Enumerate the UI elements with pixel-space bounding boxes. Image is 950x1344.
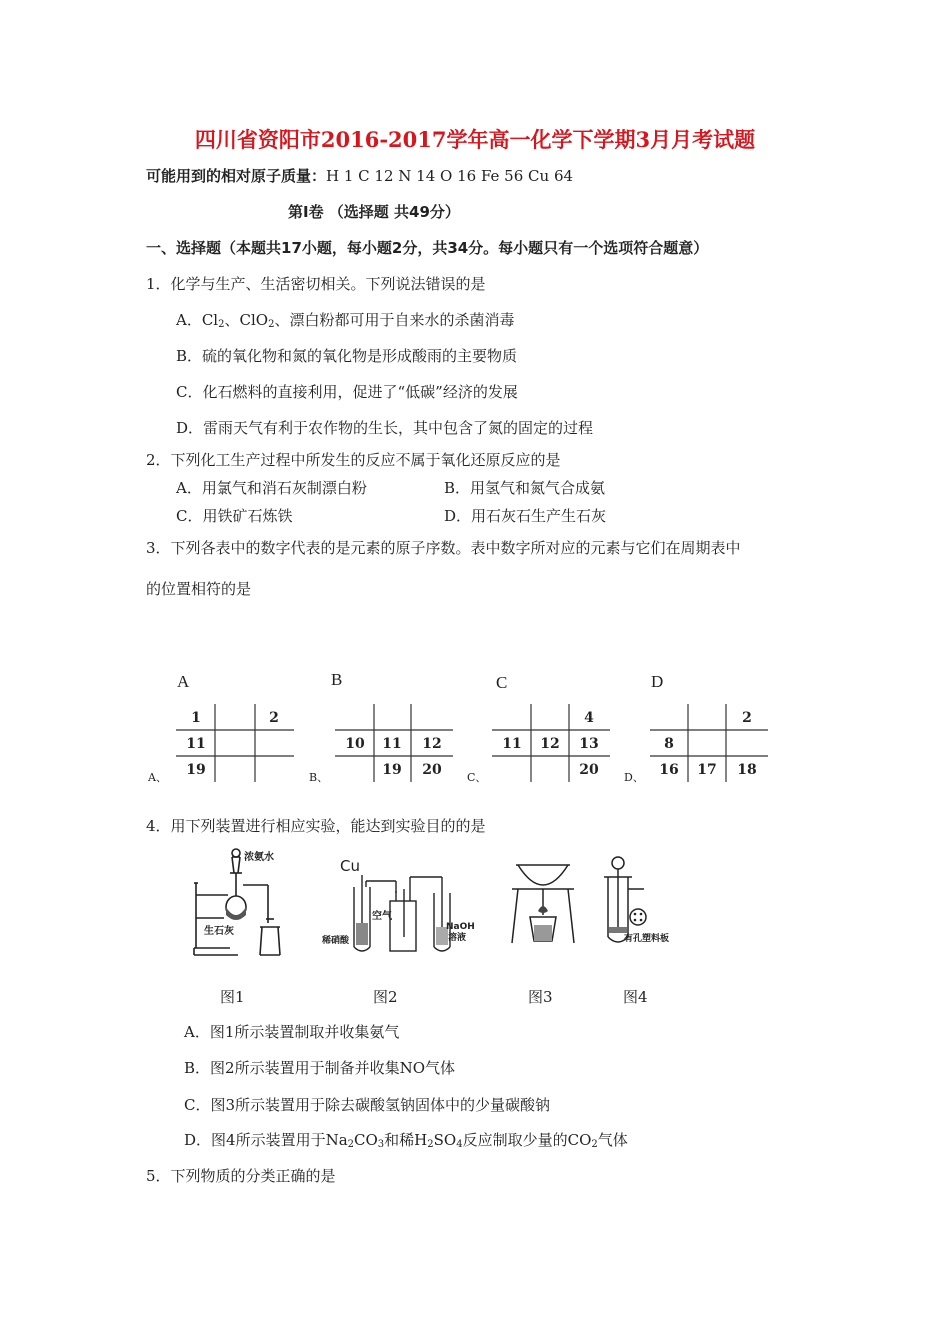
grid-c-cell: 11	[502, 736, 522, 752]
grid-b-cell: 20	[422, 762, 442, 778]
grid-c-cell: 12	[540, 736, 560, 752]
page-title: 四川省资阳市2016-2017学年高一化学下学期3月月考试题	[194, 127, 756, 152]
section-heading: 第Ⅰ卷 （选择题 共49分）	[288, 203, 460, 221]
grid-c-side-label: C、	[467, 771, 487, 784]
grid-b-cell: 11	[382, 736, 402, 752]
q2-option-c: C．用铁矿石炼铁	[176, 507, 293, 525]
grid-a-cell: 19	[186, 762, 206, 778]
grid-d-cell: 17	[697, 762, 717, 778]
grid-d-side-label: D、	[624, 771, 644, 784]
q2-option-d: D．用石灰石生产生石灰	[444, 507, 607, 525]
grid-a-side-label: A、	[148, 771, 167, 784]
grid-c	[492, 704, 610, 786]
q3-stem-line1: 3．下列各表中的数字代表的是元素的原子序数。表中数字所对应的元素与它们在周期表中	[146, 539, 741, 557]
fig4-label-plate: 有孔塑料板	[624, 934, 670, 944]
grid-c-cell: 13	[579, 736, 599, 752]
grid-d-top-label: D	[651, 672, 664, 691]
q1-option-d: D．雷雨天气有利于农作物的生长，其中包含了氮的固定的过程	[176, 419, 594, 437]
grid-d-cell: 16	[659, 762, 679, 778]
grid-b-cell: 12	[422, 736, 442, 752]
grid-d-cell: 8	[664, 736, 674, 752]
fig2-caption: 图2	[373, 988, 398, 1006]
fig2-label-solution-2: 溶液	[448, 933, 467, 943]
q1-stem: 1．化学与生产、生活密切相关。下列说法错误的是	[146, 275, 486, 293]
grid-c-top-label: C	[496, 673, 508, 692]
grid-a-cell: 11	[186, 736, 206, 752]
q4-option-a: A．图1所示装置制取并收集氨气	[184, 1023, 400, 1041]
grid-b	[335, 704, 453, 786]
fig1-caption: 图1	[220, 988, 245, 1006]
q4-stem: 4．用下列装置进行相应实验，能达到实验目的的是	[146, 817, 486, 835]
q2-option-b: B．用氢气和氮气合成氨	[444, 479, 606, 497]
fig1-label-bottom: 生石灰	[204, 926, 234, 937]
atomic-mass-label: 可能用到的相对原子质量：	[146, 167, 327, 185]
part-heading: 一、选择题（本题共17小题，每小题2分，共34分。每小题只有一个选项符合题意）	[146, 239, 709, 257]
grid-d-cell: 2	[742, 710, 752, 726]
fig4-caption: 图4	[623, 988, 648, 1006]
grid-b-cell: 19	[382, 762, 402, 778]
grid-c-cell: 20	[579, 762, 599, 778]
q1-option-a: A．$Cl_2$、ClO$_2$、漂白粉都可用于自来水的杀菌消毒	[176, 311, 515, 330]
q1-option-c: C．化石燃料的直接利用，促进了“低碳”经济的发展	[176, 383, 518, 401]
q4-option-c: C．图3所示装置用于除去碳酸氢钠固体中的少量碳酸钠	[184, 1096, 551, 1114]
fig1-label-top: 浓氨水	[244, 852, 274, 863]
q2-option-a: A．用氯气和消石灰制漂白粉	[176, 479, 367, 497]
q2-stem: 2．下列化工生产过程中所发生的反应不属于氧化还原反应的是	[146, 451, 561, 469]
fig2-label-gas: 空气	[372, 911, 392, 922]
grid-d-cell: 18	[737, 762, 757, 778]
atomic-mass-line	[146, 165, 573, 186]
fig3-caption: 图3	[528, 988, 553, 1006]
fig2-label-acid: 稀硝酸	[322, 936, 350, 946]
grid-a-cell: 1	[191, 710, 201, 726]
figure-3	[508, 855, 578, 954]
grid-c-cell: 4	[584, 710, 594, 726]
q3-stem-line2: 的位置相符的是	[146, 580, 252, 598]
fig2-label-solution-1: NaOH	[446, 922, 475, 932]
q1-option-b: B．硫的氧化物和氮的氧化物是形成酸雨的主要物质	[176, 347, 518, 365]
atomic-mass-values: H 1 C 12 N 14 O 16 Fe 56 Cu 64	[326, 167, 574, 185]
grid-a-top-label: A	[177, 672, 190, 691]
figure-1	[190, 843, 290, 962]
grid-d	[650, 704, 768, 786]
fig2-label-metal: Cu	[340, 857, 360, 875]
figure-2	[322, 847, 482, 961]
grid-a	[176, 704, 294, 786]
figure-4	[600, 853, 680, 952]
grid-b-cell: 10	[345, 736, 365, 752]
q4-option-d: D．图4所示装置用于$Na_2CO_3$和稀$H_2SO_4$反应制取少量的$CO_2$气体	[184, 1131, 628, 1150]
q4-option-b: B．图2所示装置用于制备并收集NO气体	[184, 1059, 455, 1077]
q5-stem: 5．下列物质的分类正确的是	[146, 1167, 336, 1185]
grid-b-side-label: B、	[309, 771, 329, 784]
grid-b-top-label: B	[331, 670, 343, 689]
grid-a-cell: 2	[269, 710, 279, 726]
